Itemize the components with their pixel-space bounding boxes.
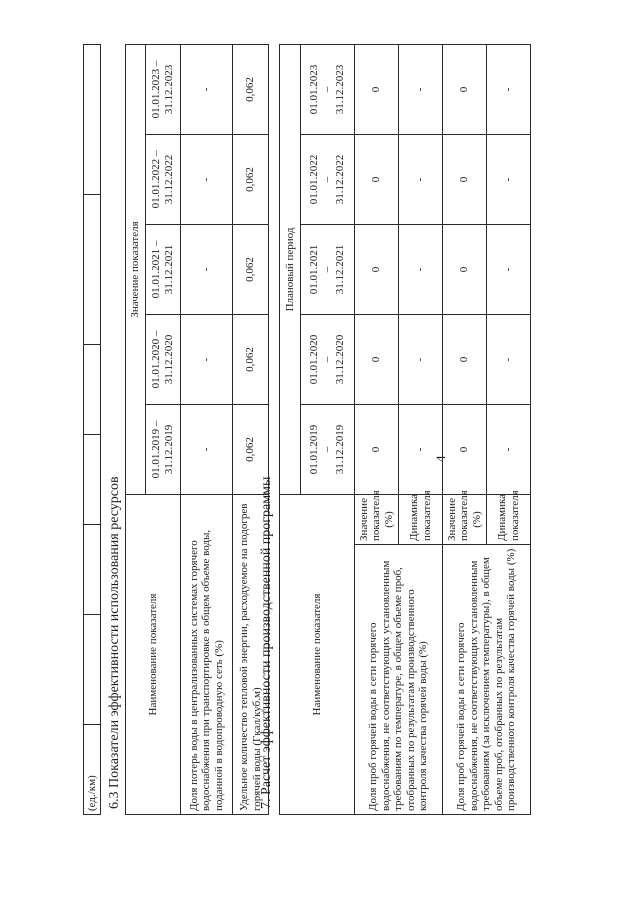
value-cell: 0,062: [233, 225, 269, 315]
header-period: [300, 224, 354, 314]
empty-cell: [84, 435, 101, 525]
value-cell: -: [181, 405, 233, 495]
header-period: [300, 314, 354, 404]
value-cell: 0,062: [233, 44, 269, 134]
header-period: 01.01.2019 – 31.12.2019: [145, 405, 180, 495]
value-cell: 0,062: [233, 405, 269, 495]
period-start: 01.01.2022: [308, 154, 321, 205]
period-end: 31.12.2022: [333, 154, 346, 205]
period-start: 01.01.2021: [308, 244, 321, 295]
header-period: 01.01.2022 – 31.12.2022: [145, 135, 180, 225]
period-dash: –: [321, 176, 334, 183]
value-cell: 0: [355, 404, 399, 494]
value-cell: -: [181, 225, 233, 315]
period-end: 31.12.2020: [333, 334, 346, 385]
sub-label: Значение показателя (%): [355, 494, 399, 544]
row-label: Доля проб горячей воды в сети горячего водоснабжения, не соответствующих установленным требованиям (за исключением температуры), в общем объеме проб, отобранных по результатам производственного контроля качества горячей воды (%): [443, 545, 531, 815]
header-period: 01.01.2023 – 31.12.2023: [145, 44, 180, 134]
value-cell: 0: [355, 314, 399, 404]
period-start: 01.01.2019: [308, 424, 321, 475]
section-63-title: 6.3 Показатели эффективности использования ресурсов: [107, 476, 122, 809]
header-group: Значение показателя: [126, 44, 146, 494]
period-end: 31.12.2021: [333, 244, 346, 295]
value-cell: -: [399, 314, 443, 404]
empty-cell: [84, 525, 101, 615]
value-cell: -: [487, 44, 531, 134]
value-cell: -: [399, 44, 443, 134]
header-period: 01.01.2021 – 31.12.2021: [145, 225, 180, 315]
header-period: 01.01.2020 – 31.12.2020: [145, 315, 180, 405]
value-cell: -: [487, 314, 531, 404]
page-number: 4: [433, 455, 448, 462]
unit-cell: (ед./км): [84, 725, 101, 815]
empty-cell: [84, 615, 101, 725]
value-cell: 0,062: [233, 135, 269, 225]
period-start: 01.01.2023: [308, 64, 321, 115]
period-end: 31.12.2019: [333, 424, 346, 475]
period-dash: –: [321, 446, 334, 453]
header-period: [300, 44, 354, 134]
value-cell: 0: [443, 404, 487, 494]
header-name: Наименование показателя: [126, 495, 181, 815]
value-cell: -: [399, 134, 443, 224]
empty-cell: [84, 345, 101, 435]
value-cell: -: [487, 134, 531, 224]
period-start: 01.01.2020: [308, 334, 321, 385]
value-cell: 0: [355, 44, 399, 134]
value-cell: -: [399, 224, 443, 314]
sub-label: Динамика показателя: [399, 494, 443, 544]
empty-cell: [84, 45, 101, 195]
value-cell: 0: [443, 44, 487, 134]
resource-efficiency-table: [125, 44, 269, 815]
row-label: Удельное количество тепловой энергии, расходуемое на подогрев горячей воды (Гкал/куб.м): [233, 495, 269, 815]
previous-table-tail: [83, 44, 101, 815]
period-end: 31.12.2023: [333, 64, 346, 115]
header-name: Наименование показателя: [280, 494, 355, 814]
header-group: Плановый период: [280, 44, 301, 494]
sub-label: Значение показателя (%): [443, 494, 487, 544]
value-cell: -: [399, 404, 443, 494]
header-period: [300, 404, 354, 494]
section-7-title: 7. Расчет эффективности производственной программы: [259, 476, 274, 809]
value-cell: -: [181, 135, 233, 225]
value-cell: -: [181, 315, 233, 405]
value-cell: -: [487, 224, 531, 314]
period-dash: –: [321, 266, 334, 273]
value-cell: -: [181, 44, 233, 134]
value-cell: 0,062: [233, 315, 269, 405]
period-dash: –: [321, 86, 334, 93]
value-cell: 0: [355, 224, 399, 314]
header-period: [300, 134, 354, 224]
production-efficiency-table: [279, 44, 531, 815]
empty-cell: [84, 195, 101, 345]
value-cell: 0: [443, 134, 487, 224]
value-cell: 0: [443, 224, 487, 314]
row-label: Доля проб горячей воды в сети горячего водоснабжения, не соответствующих установленным требованиям по температуре, в общем объеме проб, отобранных по результатам производственного контроля качества горячей воды (%): [355, 545, 443, 815]
sub-label: Динамика показателя: [487, 494, 531, 544]
period-dash: –: [321, 356, 334, 363]
value-cell: 0: [443, 314, 487, 404]
value-cell: -: [487, 404, 531, 494]
value-cell: 0: [355, 134, 399, 224]
row-label: Доля потерь воды в централизованных системах горячего водоснабжения при транспортировке в общем объеме воды, поданной в водопроводную сеть (%): [181, 495, 233, 815]
